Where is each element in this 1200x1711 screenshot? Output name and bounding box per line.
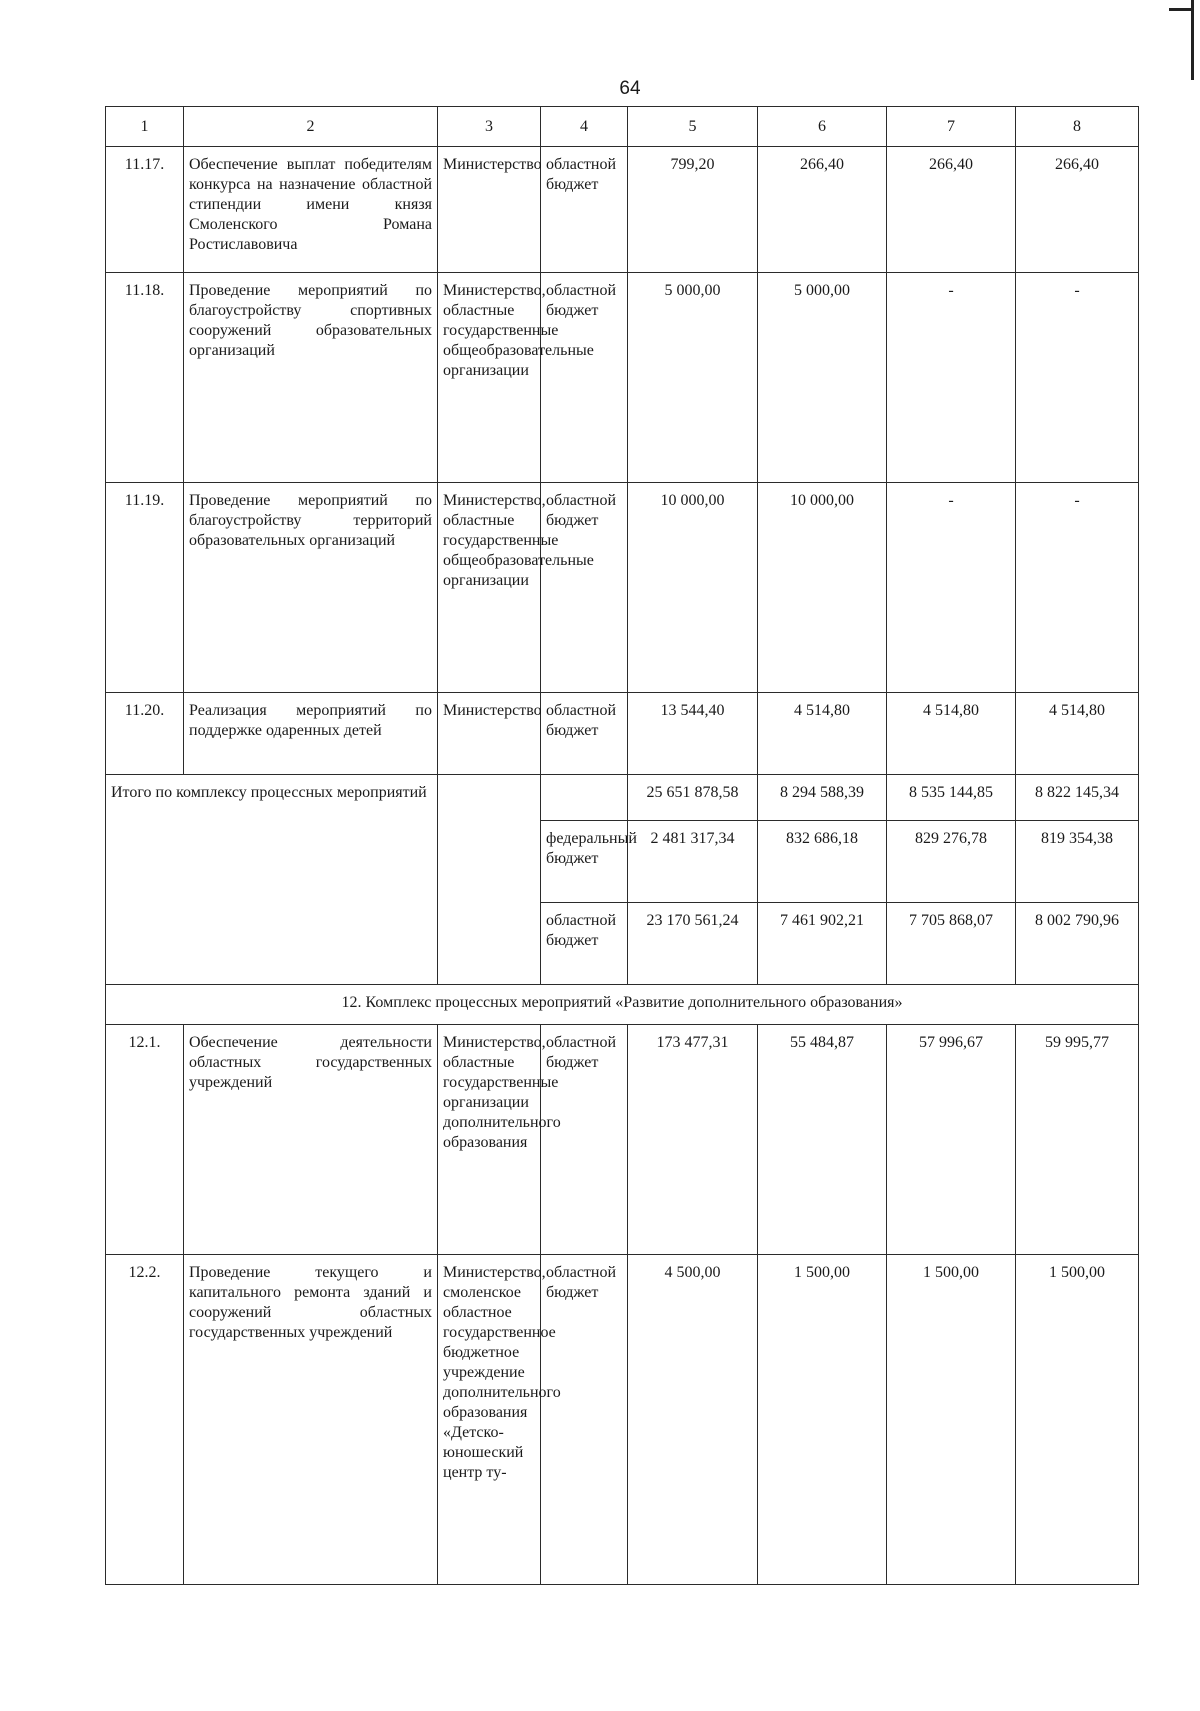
value-total: 10 000,00 (628, 483, 758, 693)
header-row (106, 107, 1139, 147)
value-total: 5 000,00 (628, 273, 758, 483)
table-row (106, 483, 1139, 693)
measure-name: Обеспечение выплат победителям конкурса на назначение областной стипендии имени князя Смоленского Романа Ростиславовича (184, 147, 438, 273)
header-col-4: 4 (541, 107, 628, 147)
page-number: 64 (619, 78, 641, 99)
totals-regional-total: 23 170 561,24 (628, 903, 758, 985)
header-col-2: 2 (184, 107, 438, 147)
totals-row (106, 775, 1139, 821)
table-row (106, 273, 1139, 483)
executor: Министерство (438, 693, 541, 775)
funding-source-regional: областной бюджет (541, 903, 628, 985)
header-col-6: 6 (758, 107, 887, 147)
value-total: 799,20 (628, 147, 758, 273)
value-year-2: 1 500,00 (887, 1255, 1016, 1585)
value-total: 13 544,40 (628, 693, 758, 775)
value-year-3: 4 514,80 (1016, 693, 1139, 775)
table-row (106, 693, 1139, 775)
header-col-8: 8 (1016, 107, 1139, 147)
value-year-1: 10 000,00 (758, 483, 887, 693)
totals-all-year-1: 8 294 588,39 (758, 775, 887, 821)
executor: Министерство, смоленское областное государственное бюджетное учреждение дополнительного образования «Детско-юношеский центр ту- (438, 1255, 541, 1585)
value-total: 4 500,00 (628, 1255, 758, 1585)
value-year-2: - (887, 483, 1016, 693)
row-number: 12.2. (106, 1255, 184, 1585)
value-year-2: - (887, 273, 1016, 483)
header-col-7: 7 (887, 107, 1016, 147)
table-row (106, 1255, 1139, 1585)
header-col-3: 3 (438, 107, 541, 147)
totals-federal-year-2: 829 276,78 (887, 821, 1016, 903)
totals-regional-year-2: 7 705 868,07 (887, 903, 1016, 985)
executor: Министерство, областные государственные общеобразовательные организации (438, 483, 541, 693)
value-year-3: 59 995,77 (1016, 1025, 1139, 1255)
header-col-1: 1 (106, 107, 184, 147)
funding-source: областной бюджет (541, 483, 628, 693)
totals-federal-year-3: 819 354,38 (1016, 821, 1139, 903)
row-number: 12.1. (106, 1025, 184, 1255)
value-year-1: 266,40 (758, 147, 887, 273)
value-year-1: 55 484,87 (758, 1025, 887, 1255)
measure-name: Проведение мероприятий по благоустройству территорий образовательных организаций (184, 483, 438, 693)
value-year-1: 5 000,00 (758, 273, 887, 483)
funding-source: областной бюджет (541, 1025, 628, 1255)
measure-name: Проведение мероприятий по благоустройству спортивных сооружений образовательных организаций (184, 273, 438, 483)
program-table (105, 106, 1139, 1585)
totals-source-all (541, 775, 628, 821)
row-number: 11.18. (106, 273, 184, 483)
value-year-3: 266,40 (1016, 147, 1139, 273)
section-12-title: 12. Комплекс процессных мероприятий «Развитие дополнительного образования» (106, 985, 1139, 1025)
totals-all-year-2: 8 535 144,85 (887, 775, 1016, 821)
row-number: 11.19. (106, 483, 184, 693)
totals-label: Итого по комплексу процессных мероприятий (106, 775, 438, 985)
page-edge-mark (1191, 0, 1194, 80)
funding-source: областной бюджет (541, 693, 628, 775)
totals-executor-empty (438, 775, 541, 985)
value-year-2: 266,40 (887, 147, 1016, 273)
measure-name: Реализация мероприятий по поддержке одаренных детей (184, 693, 438, 775)
totals-all-total: 25 651 878,58 (628, 775, 758, 821)
totals-regional-year-3: 8 002 790,96 (1016, 903, 1139, 985)
executor: Министерство (438, 147, 541, 273)
value-year-1: 1 500,00 (758, 1255, 887, 1585)
value-year-3: 1 500,00 (1016, 1255, 1139, 1585)
measure-name: Проведение текущего и капитального ремонта зданий и сооружений областных государственных учреждений (184, 1255, 438, 1585)
value-year-3: - (1016, 483, 1139, 693)
value-year-3: - (1016, 273, 1139, 483)
value-year-2: 4 514,80 (887, 693, 1016, 775)
funding-source: областной бюджет (541, 147, 628, 273)
funding-source: областной бюджет (541, 273, 628, 483)
totals-federal-year-1: 832 686,18 (758, 821, 887, 903)
section-row (106, 985, 1139, 1025)
funding-source-federal: федеральный бюджет (541, 821, 628, 903)
table-row (106, 1025, 1139, 1255)
value-total: 173 477,31 (628, 1025, 758, 1255)
header-col-5: 5 (628, 107, 758, 147)
value-year-1: 4 514,80 (758, 693, 887, 775)
totals-all-year-3: 8 822 145,34 (1016, 775, 1139, 821)
table-row (106, 147, 1139, 273)
measure-name: Обеспечение деятельности областных государственных учреждений (184, 1025, 438, 1255)
funding-source: областной бюджет (541, 1255, 628, 1585)
totals-federal-total: 2 481 317,34 (628, 821, 758, 903)
value-year-2: 57 996,67 (887, 1025, 1016, 1255)
totals-regional-year-1: 7 461 902,21 (758, 903, 887, 985)
executor: Министерство, областные государственные организации дополнительного образования (438, 1025, 541, 1255)
executor: Министерство, областные государственные общеобразовательные организации (438, 273, 541, 483)
row-number: 11.17. (106, 147, 184, 273)
row-number: 11.20. (106, 693, 184, 775)
